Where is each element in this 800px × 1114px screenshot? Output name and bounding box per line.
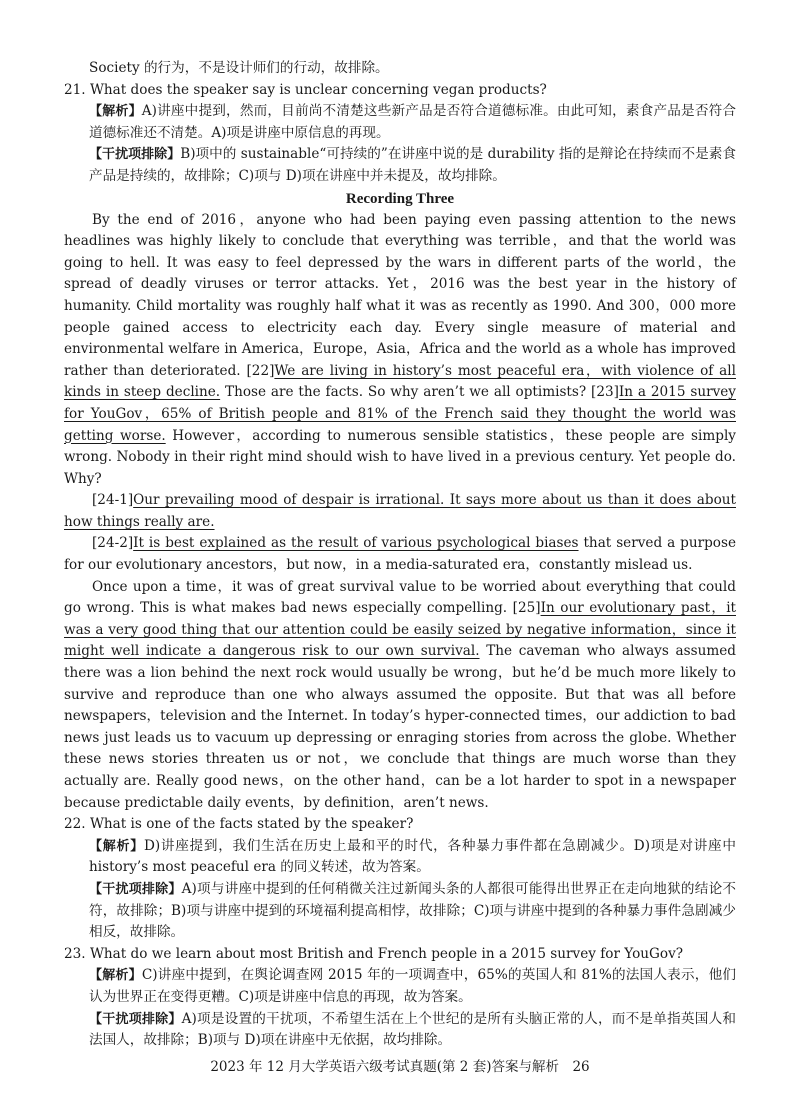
- analysis-23-text: C)讲座中提到，在舆论调查网 2015 年的一项调查中，65%的英国人和 81%的法国人表示，他们认为世界正在变得更糟。C)项是讲座中信息的再现，故为答案。: [89, 967, 736, 1005]
- distractor-21-text: B)项中的 sustainable“可持续的”在讲座中说的是 durability 指的是辩论在持续而不是素食产品是持续的，故排除；C)项与 D)项在讲座中并未提及，故均排除。: [89, 146, 736, 184]
- marker-23: [23]: [591, 384, 619, 401]
- recording-heading: Recording Three: [345, 190, 455, 207]
- analysis-22: [64, 836, 736, 879]
- page-footer: 2023 年 12 月大学英语六级考试真题(第 2 套)答案与解析 26: [210, 1059, 590, 1075]
- page-content: [64, 58, 736, 1052]
- transcript-paragraph-2: [64, 490, 736, 533]
- question-22: [64, 814, 736, 836]
- p1-part-b: Those are the facts. So why aren’t we all optimists?: [220, 384, 592, 401]
- marker-22: [22]: [246, 362, 275, 379]
- question-21: [64, 80, 736, 102]
- p4-part-b: The caveman who always assumed there was a lion behind the next rock would usually be wrong，but he’d be much more likely to survive and reproduce than one who always assumed the opposite. But that was all before newspapers，television and the Internet. In today’s hyper-connected times，our addiction to bad news just leads us to vacuum up depressing or enraging stories from across the globe. Whether these news stories threaten us or not，we conclude that things are much worse than they actually are. Really good news，on the other hand，can be a lot harder to spot in a newspaper because predictable daily events，by definition，aren’t news.: [64, 643, 736, 811]
- distractor-21: [64, 144, 736, 187]
- analysis-22-text: D)讲座提到，我们生活在历史上最和平的时代，各种暴力事件都在急剧减少。D)项是对讲座中 history’s most peaceful era 的同义转述，故为答案。: [89, 837, 736, 876]
- analysis-23: [64, 965, 736, 1008]
- underlined-23: In a 2015 survey for YouGov，65% of British people and 81% of the French said they thought the world was getting worse.: [64, 384, 736, 444]
- transcript-paragraph-1: [64, 210, 736, 491]
- underlined-22: We are living in history’s most peaceful era，with violence of all kinds in steep decline.: [64, 362, 736, 401]
- p1-part-c: However，according to numerous sensible statistics，these people are simply wrong. Nobody in their right mind should wish to have lived in a previous century. Yet people do. Why?: [64, 427, 736, 487]
- analysis-23-tag: 【解析】: [89, 968, 142, 984]
- distractor-23-tag: 【干扰项排除】: [89, 1011, 182, 1027]
- underlined-24-1: Our prevailing mood of despair is irrational. It says more about us than it does about how things really are.: [64, 492, 736, 530]
- marker-24-1: [24-1]: [92, 492, 134, 509]
- transcript-paragraph-3: [64, 533, 736, 576]
- p1-part-a: By the end of 2016，anyone who had been paying even passing attention to the news headlines was highly likely to conclude that everything was terrible，and that the world was going to hell. It was easy to feel depressed by the wars in different parts of the world，the spread of deadly viruses or terror attacks. Yet，2016 was the best year in the history of humanity. Child mortality was roughly half what it was as recently as 1990. And 300，000 more people gained access to electricity each day. Every single measure of material and environmental welfare in America，Europe，Asia，Africa and the world as a whole has improved rather than deteriorated.: [64, 211, 736, 379]
- distractor-21-tag: 【干扰项排除】: [89, 147, 181, 163]
- underlined-25: In our evolutionary past，it was a very good thing that our attention could be easily seized by negative information，since it might well indicate a dangerous risk to our own survival.: [64, 600, 736, 660]
- analysis-21-tag: 【解析】: [89, 104, 142, 120]
- question-21-text: 21. What does the speaker say is unclear concerning vegan products?: [64, 81, 547, 98]
- continuation-text: Society 的行为，不是设计师们的行动，故排除。: [89, 60, 389, 76]
- marker-25: [25]: [512, 600, 541, 617]
- distractor-23: [64, 1009, 736, 1052]
- continuation-line: [64, 58, 736, 80]
- question-23: [64, 944, 736, 966]
- p4-part-a: Once upon a time，it was of great survival value to be worried about everything that could go wrong. This is what makes bad news especially compelling.: [64, 578, 736, 617]
- distractor-23-text: A)项是设置的干扰项，不希望生活在上个世纪的是所有头脑正常的人，而不是单指英国人和法国人，故排除；B)项与 D)项在讲座中无依据，故均排除。: [89, 1010, 736, 1049]
- analysis-21: [64, 101, 736, 144]
- analysis-22-tag: 【解析】: [89, 838, 144, 854]
- underlined-24-2: It is best explained as the result of various psychological biases: [133, 535, 579, 552]
- marker-24-2: [24-2]: [92, 535, 134, 552]
- analysis-21-text: A)讲座中提到，然而，目前尚不清楚这些新产品是否符合道德标准。由此可知，素食产品是否符合道德标准还不清楚。A)项是讲座中原信息的再现。: [89, 103, 736, 141]
- distractor-22-tag: 【干扰项排除】: [89, 881, 182, 897]
- distractor-22-text: A)项与讲座中提到的任何稍微关注过新闻头条的人都很可能得出世界正在走向地狱的结论不符，故排除；B)项与讲座中提到的环境福利提高相悖，故排除；C)项与讲座中提到的各种暴力事件急剧减少相反，故排除。: [89, 880, 736, 941]
- question-22-text: 22. What is one of the facts stated by the speaker?: [64, 816, 414, 833]
- distractor-22: [64, 879, 736, 944]
- p3-part-b: that served a purpose for our evolutionary ancestors，but now，in a media-saturated era，constantly mislead us.: [64, 535, 736, 574]
- question-23-text: 23. What do we learn about most British and French people in a 2015 survey for YouGov?: [64, 945, 684, 962]
- transcript-paragraph-4: [64, 577, 736, 815]
